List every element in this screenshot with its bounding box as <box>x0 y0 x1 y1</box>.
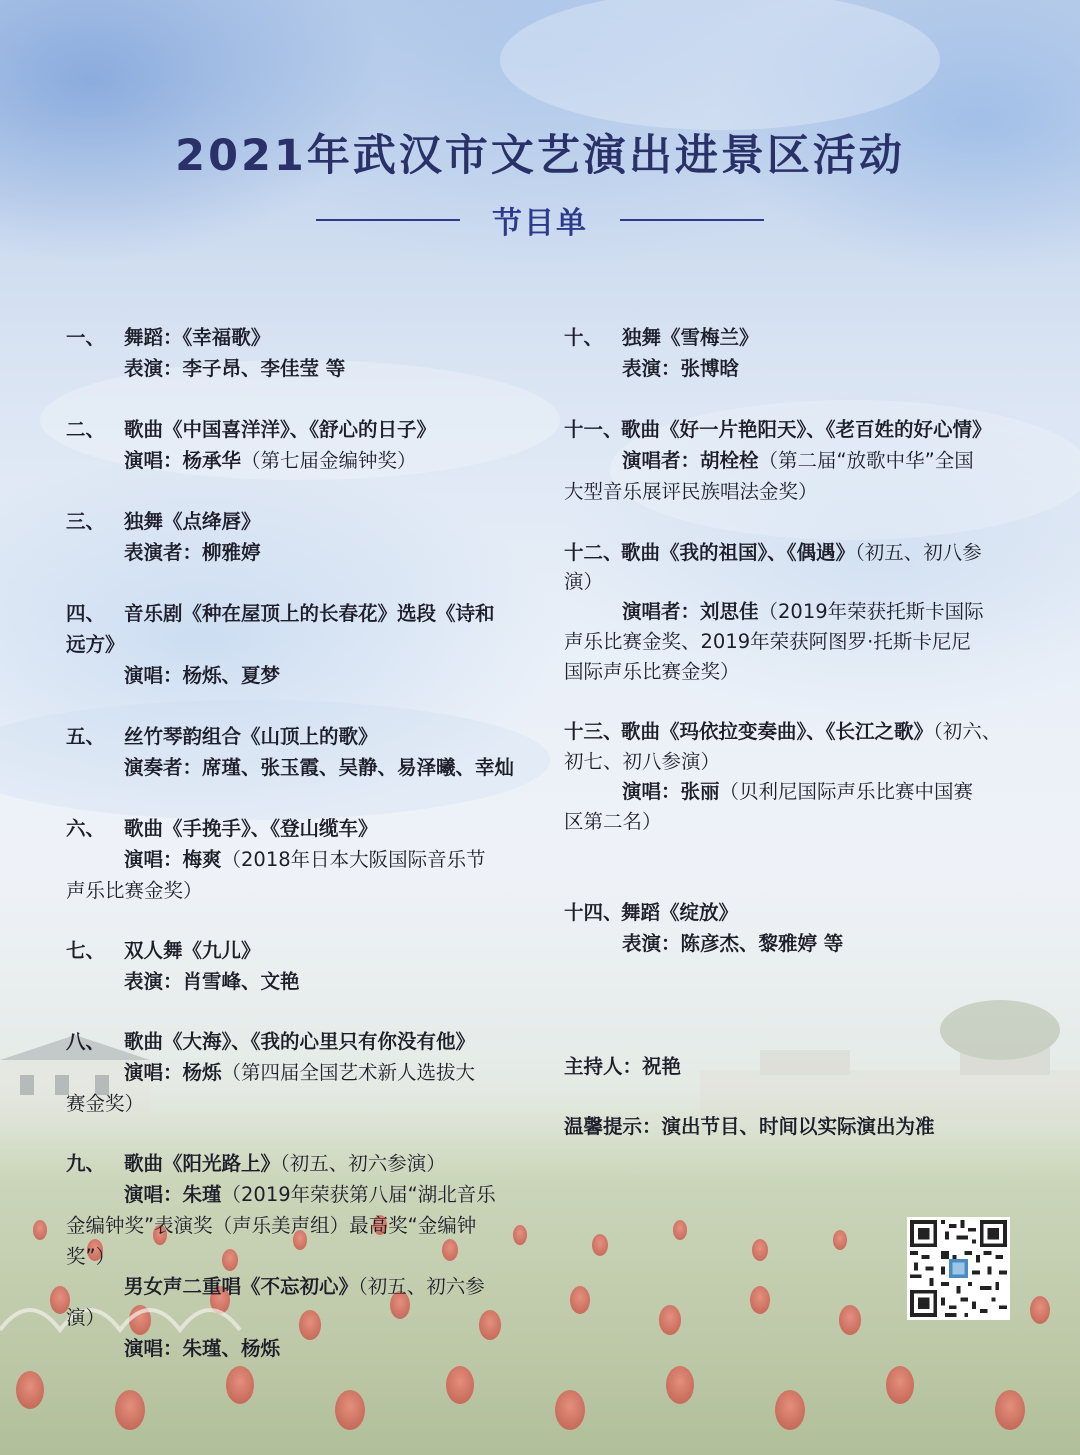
program-note-wrap: 奖”） <box>66 1245 116 1268</box>
program-number: 十一、 <box>564 418 623 441</box>
program-performer: 演唱：朱瑾（2019年荣获第八届“湖北音乐 <box>124 1183 496 1206</box>
program-number: 四、 <box>66 602 106 625</box>
program-subtitle: 男女声二重唱《不忘初心》（初五、初六参 <box>124 1275 485 1298</box>
subtitle-divider-right <box>620 219 764 221</box>
program-title-wrap: 演） <box>564 570 604 593</box>
program-number: 十、 <box>564 326 604 349</box>
page-subtitle: 节目单 <box>492 206 588 241</box>
qr-pattern <box>910 1220 1007 1317</box>
program-note-wrap: 声乐比赛金奖、2019年荣获阿图罗·托斯卡尼尼 <box>564 630 971 653</box>
program-performer: 演唱：张丽（贝利尼国际声乐比赛中国赛 <box>622 780 974 803</box>
program-number: 一、 <box>66 326 106 349</box>
program-note-wrap: 演） <box>66 1306 106 1329</box>
subtitle-divider-left <box>316 219 460 221</box>
program-number: 三、 <box>66 510 106 533</box>
program-number: 十三、 <box>564 720 623 743</box>
program-performer: 表演：陈彦杰、黎雅婷 等 <box>622 932 844 955</box>
program-title: 双人舞《九儿》 <box>124 939 261 962</box>
program-performer: 表演：肖雪峰、文艳 <box>124 970 300 993</box>
program-performer: 表演者：柳雅婷 <box>124 541 261 564</box>
program-number: 六、 <box>66 817 106 840</box>
program-title: 舞蹈《绽放》 <box>621 901 739 924</box>
program-note-wrap: 国际声乐比赛金奖） <box>564 660 740 683</box>
program-number: 九、 <box>66 1152 106 1175</box>
program-title: 独舞《雪梅兰》 <box>622 326 759 349</box>
program-performer: 演奏者：席瑾、张玉霞、吴静、易泽曦、幸灿 <box>124 756 515 779</box>
program-note-wrap: 声乐比赛金奖） <box>66 879 203 902</box>
program-note-wrap: 金编钟奖”表演奖（声乐美声组）最高奖“金编钟 <box>66 1214 477 1237</box>
notice-text: 温馨提示：演出节目、时间以实际演出为准 <box>564 1115 935 1138</box>
program-title: 歌曲《阳光路上》（初五、初六参演） <box>124 1152 446 1175</box>
program-number: 二、 <box>66 418 106 441</box>
page-title: 2021年武汉市文艺演出进景区活动 <box>175 131 905 181</box>
program-title-wrap: 初七、初八参演） <box>564 750 721 773</box>
program-title: 舞蹈：《幸福歌》 <box>124 326 271 349</box>
program-title: 歌曲《玛依拉变奏曲》、《长江之歌》（初六、 <box>621 720 1002 743</box>
program-title: 歌曲《我的祖国》、《偶遇》（初五、初八参 <box>621 541 982 564</box>
program-title: 独舞《点绛唇》 <box>124 510 261 533</box>
program-title: 歌曲《好一片艳阳天》、《老百姓的好心情》 <box>621 418 992 441</box>
program-title: 丝竹琴韵组合《山顶上的歌》 <box>124 725 378 748</box>
host-label: 主持人：祝艳 <box>564 1055 682 1078</box>
program-note-wrap: 赛金奖） <box>66 1092 145 1115</box>
program-performer: 演唱：杨烁（第四届全国艺术新人选拔大 <box>124 1061 476 1084</box>
program-performer: 演唱者：胡栓栓（第二届“放歌中华”全国 <box>622 449 974 472</box>
program-title-wrap: 远方》 <box>66 633 125 656</box>
program-number: 五、 <box>66 725 106 748</box>
program-performer: 演唱者：刘思佳（2019年荣获托斯卡国际 <box>622 600 984 623</box>
program-number: 十二、 <box>564 541 623 564</box>
program-title: 歌曲《中国喜洋洋》、《舒心的日子》 <box>124 418 437 441</box>
program-number: 十四、 <box>564 901 623 924</box>
program-performer: 演唱：杨烁、夏梦 <box>124 664 281 687</box>
subtitle-row <box>0 198 1080 242</box>
program-performer: 演唱：梅爽（2018年日本大阪国际音乐节 <box>124 848 486 871</box>
qr-code-icon[interactable] <box>907 1217 1010 1320</box>
program-note-wrap: 大型音乐展评民族唱法金奖） <box>564 480 818 503</box>
program-performer: 表演：李子昂、李佳莹 等 <box>124 357 346 380</box>
program-number: 七、 <box>66 939 106 962</box>
program-title: 歌曲《手挽手》、《登山缆车》 <box>124 817 378 840</box>
program-number: 八、 <box>66 1030 106 1053</box>
program-performer: 演唱：朱瑾、杨烁 <box>124 1337 281 1360</box>
program-performer: 演唱：杨承华（第七届金编钟奖） <box>124 449 417 472</box>
program-note-wrap: 区第二名） <box>564 810 662 833</box>
program-title: 歌曲《大海》、《我的心里只有你没有他》 <box>124 1030 476 1053</box>
program-performer: 表演：张博晗 <box>622 357 740 380</box>
program-title: 音乐剧《种在屋顶上的长春花》选段《诗和 <box>124 602 495 625</box>
